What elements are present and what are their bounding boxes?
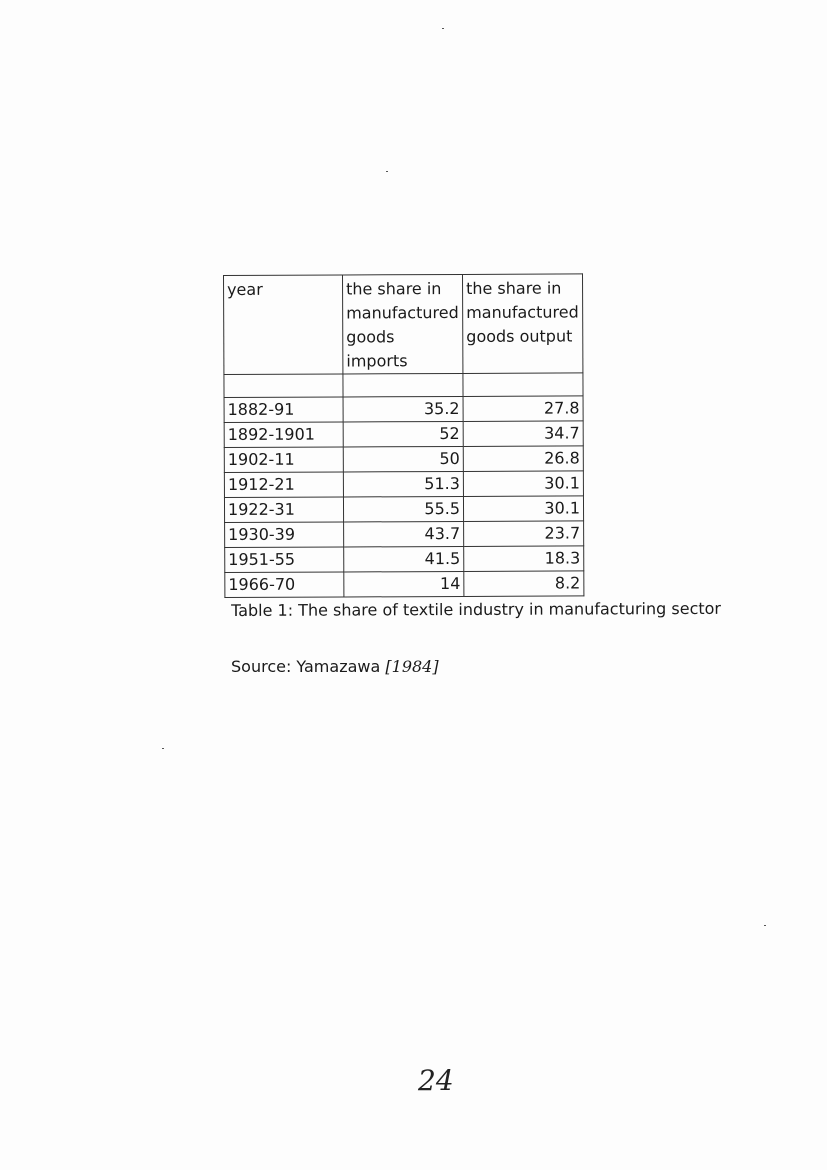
scan-speck [386,171,388,172]
table-cell [463,373,583,397]
table-row [225,521,584,548]
table-row [224,396,583,423]
table-caption: Table 1: The share of textile industry in manufacturing sector [231,598,722,620]
cell-output: 18.3 [464,546,584,572]
table-cell [224,374,343,398]
cell-output: 23.7 [464,521,584,547]
page-number: 24 [418,1064,454,1097]
cell-output: 30.1 [463,496,583,522]
cell-output: 34.7 [463,421,583,447]
cell-output: 26.8 [463,446,583,472]
table-cell [343,373,463,397]
cell-imports: 35.2 [343,396,463,422]
scan-speck [442,28,444,29]
cell-imports: 50 [343,446,463,472]
cell-output: 8.2 [464,571,584,597]
table-blank-row [224,373,583,398]
cell-imports: 41.5 [344,546,464,572]
cell-year: 1951-55 [225,547,344,573]
table-row [224,471,583,498]
cell-year: 1882-91 [224,397,343,423]
cell-year: 1902-11 [224,447,343,473]
cell-output: 30.1 [463,471,583,497]
cell-imports: 52 [343,421,463,447]
data-table [223,273,584,598]
scan-speck [162,748,164,749]
source-citation: [1984] [385,657,439,676]
cell-year: 1966-70 [225,572,344,598]
source-line [231,657,439,676]
header-imports-share: the share in manufactured goods imports [343,274,463,374]
cell-year: 1922-31 [224,497,343,523]
header-year: year [224,275,343,375]
cell-output: 27.8 [463,396,583,422]
table-row [224,446,583,473]
cell-year: 1892-1901 [224,422,343,448]
textile-share-table [223,273,584,598]
scan-speck [764,925,766,926]
cell-imports: 43.7 [344,521,464,547]
cell-year: 1930-39 [225,522,344,548]
cell-imports: 55.5 [343,496,463,522]
table-row [224,496,583,523]
table-row [224,421,583,448]
cell-imports: 14 [344,571,464,597]
table-header-row [224,274,583,375]
header-output-share: the share in manufactured goods output [462,274,582,374]
source-text: Source: Yamazawa [231,657,381,676]
table-row [225,546,584,573]
table-row [225,571,584,598]
cell-imports: 51.3 [343,471,463,497]
cell-year: 1912-21 [224,472,343,498]
